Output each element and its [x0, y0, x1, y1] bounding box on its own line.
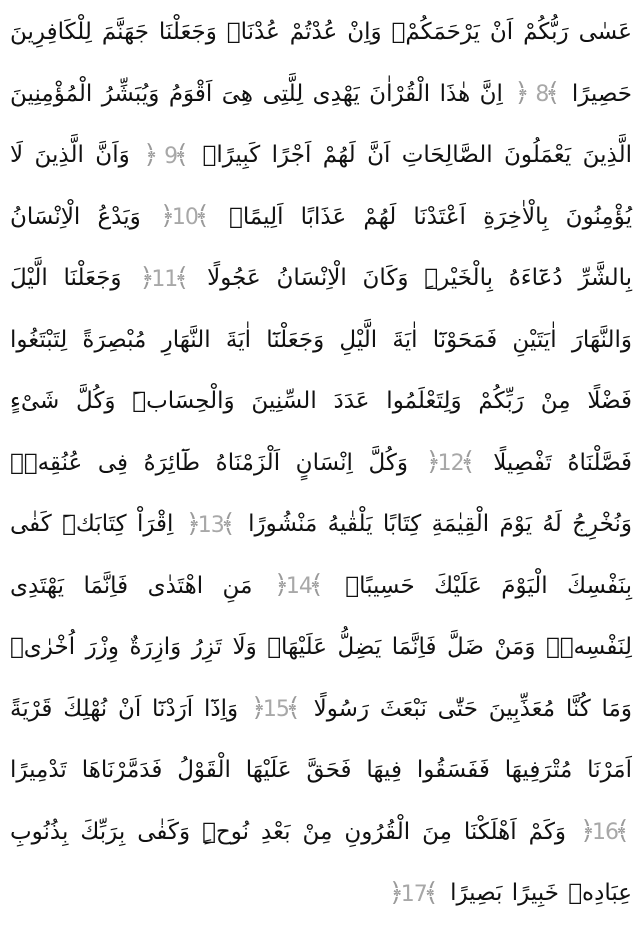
ayah-marker-bracket-left: ﴿	[143, 139, 159, 170]
ayah-number-marker	[273, 570, 324, 601]
ayah-number-marker	[185, 508, 236, 540]
ayah-marker-bracket-left: ﴿	[580, 816, 596, 846]
ayah-marker-bracket-right: ﴾	[308, 570, 324, 600]
ayah-marker-bracket-right: ﴾	[614, 816, 630, 846]
ayah-marker-bracket-left: ﴿	[250, 693, 267, 723]
ayah-marker-bracket-right: ﴾	[194, 201, 210, 231]
quran-passage	[10, 0, 632, 925]
ayah-text: وَكُلَّ اِنْسَانٍ اَلْزَمْنَاهُ طَٓائِرَهُ فِى عُنُقِهٖۜ وَنُخْرِجُ لَهُ يَوْمَ الْقِيٰمَةِ كِتَابًا يَلْقٰيهُ مَنْشُورًا	[10, 449, 633, 537]
ayah-marker-bracket-left: ﴿	[425, 447, 441, 477]
ayah-text: وَكَمْ اَهْلَكْنَا مِنَ الْقُرُونِ مِنْ بَعْدِ نُوحٍۜ وَكَفٰى بِرَبِّكَ بِذُنُوبِ عِبَادِهٖ خَبِيرًا بَصِيرًا	[10, 818, 632, 906]
ayah-text: وَجَعَلْنَا الَّيْلَ وَالنَّهَارَ اٰيَتَيْنِ فَمَحَوْنَٓا اٰيَةَ الَّيْلِ وَجَعَلْنَٓا اٰيَةَ النَّهَارِ مُبْصِرَةً لِتَبْتَغُوا فَضْلًا مِنْ رَبِّكُمْ وَلِتَعْلَمُوا عَدَدَ السِّنِينَ وَالْحِسَابَۜ وَكُلَّ شَیْءٍ فَصَّلْنَاهُ تَفْصِيلًا	[10, 265, 633, 476]
ayah-marker-bracket-left: ﴿	[139, 262, 155, 293]
ayah-text: عَسٰى رَبُّكُمْ اَنْ يَرْحَمَكُمْۚ وَاِنْ عُدْتُمْ عُدْنَاۘ وَجَعَلْنَا جَهَنَّمَ لِلْكَافِرِينَ حَصِيرًا	[10, 19, 632, 107]
ayah-number: 8	[535, 82, 549, 107]
ayah-marker-bracket-right: ﴾	[423, 877, 439, 908]
ayah-number-marker	[139, 262, 190, 294]
ayah-number: 9	[164, 143, 178, 169]
ayah-marker-bracket-left: ﴿	[185, 508, 202, 539]
ayah-marker-bracket-right: ﴾	[174, 262, 190, 293]
ayah-text: وَيَدْعُ الْاِنْسَانُ بِالشَّرِّ دُعَٓاءَهُ بِالْخَيْرِۜ وَكَانَ الْاِنْسَانُ عَجُولًا	[10, 203, 632, 291]
ayah-number-marker	[388, 877, 439, 909]
ayah-number-marker	[159, 201, 210, 232]
ayah-marker-bracket-left: ﴿	[273, 570, 290, 600]
ayah-number-marker	[582, 817, 628, 847]
ayah-number: 17	[400, 881, 427, 907]
ayah-marker-bracket-right: ﴾	[285, 693, 301, 723]
ayah-number: 11	[151, 266, 178, 292]
ayah-number-marker	[425, 447, 476, 478]
ayah-marker-bracket-left: ﴿	[159, 201, 176, 231]
ayah-marker-bracket-left: ﴿	[514, 78, 530, 108]
ayah-number-marker	[250, 693, 301, 724]
ayah-marker-bracket-right: ﴾	[220, 508, 236, 539]
ayah-text: مَنِ اهْتَدٰى فَاِنَّمَا يَهْتَدِى لِنَفْسِهٖۚ وَمَنْ ضَلَّ فَاِنَّمَا يَضِلُّ عَلَيْهَاۜ وَلَا تَزِرُ وَازِرَةٌ وِزْرَ اُخْرٰىۜ وَمَا كُنَّا مُعَذِّبِينَ حَتّٰى نَبْعَثَ رَسُولًا	[10, 572, 632, 722]
ayah-marker-bracket-left: ﴿	[388, 877, 404, 908]
ayah-number: 10	[171, 205, 198, 230]
ayah-text: وَاِذَٓا اَرَدْنَٓا اَنْ نُهْلِكَ قَرْيَةً اَمَرْنَا مُتْرَفِيهَا فَفَسَقُوا فِيهَا فَحَقَّ عَلَيْهَا الْقَوْلُ فَدَمَّرْنَاهَا تَدْمِيرًا	[10, 695, 632, 783]
ayah-number: 14	[285, 574, 312, 599]
ayah-text: وَاَنَّ الَّذِينَ لَا يُؤْمِنُونَ بِالْاٰخِرَةِ اَعْتَدْنَا لَهُمْ عَذَابًا اَلِيمًا۟	[10, 142, 632, 230]
ayah-marker-bracket-right: ﴾	[460, 447, 476, 477]
ayah-text: اِنَّ هٰذَا الْقُرْاٰنَ يَهْدِى لِلَّتِى هِىَ اَقْوَمُ وَيُبَشِّرُ الْمُؤْمِنِينَ الَّذِينَ يَعْمَلُونَ الصَّالِحَاتِ اَنَّ لَهُمْ اَجْرًا كَبِيرًاۙ	[10, 80, 633, 168]
ayah-number-marker	[143, 139, 190, 171]
ayah	[10, 816, 632, 908]
ayah-number: 16	[592, 820, 618, 845]
ayah-marker-bracket-right: ﴾	[545, 78, 561, 108]
ayah-marker-bracket-right: ﴾	[173, 139, 190, 170]
ayah-number: 15	[262, 697, 289, 722]
ayah-number-marker	[514, 78, 561, 109]
ayah-text: اِقْرَاْ كِتَابَكَۜ كَفٰى بِنَفْسِكَ الْيَوْمَ عَلَيْكَ حَسِيبًاۜ	[10, 511, 632, 599]
ayah	[10, 262, 633, 477]
ayah-number: 12	[437, 451, 464, 476]
ayah-number: 13	[197, 512, 224, 538]
